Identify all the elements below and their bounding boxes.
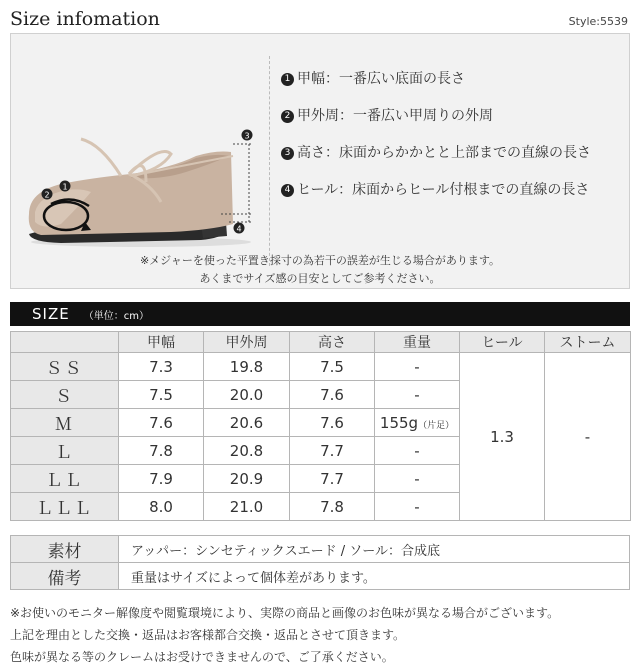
cell-circumference: 20.8	[204, 437, 290, 465]
table-header-row	[11, 332, 631, 353]
cell-width: 7.9	[119, 465, 204, 493]
remarks-row	[11, 563, 630, 590]
definitions-list	[281, 72, 591, 220]
cell-width: 8.0	[119, 493, 204, 521]
number-1-icon: 1	[281, 73, 294, 86]
material-table	[10, 535, 630, 590]
size-name: ＳＳ	[11, 353, 119, 381]
column-header: 重量	[375, 332, 460, 353]
definition-item: 4 ヒール：床面からヒール付根までの直線の長さ	[281, 183, 591, 197]
marker-4: 4	[236, 224, 242, 234]
cell-weight: -	[375, 465, 460, 493]
definition-item: 2 甲外周：一番広い甲周りの外周	[281, 109, 591, 123]
size-name: ＬＬ	[11, 465, 119, 493]
marker-1: 1	[62, 182, 68, 192]
remarks-label: 備考	[11, 563, 119, 590]
footer-line: ※お使いのモニター解像度や閲覧環境により、実際の商品と画像のお色味が異なる場合がございます。	[10, 606, 560, 620]
definition-item: 1 甲幅：一番広い底面の長さ	[281, 72, 591, 86]
dashed-divider	[269, 56, 270, 266]
page-title: Size infomation	[10, 8, 160, 30]
material-label: 素材	[11, 536, 119, 563]
cell-weight: -	[375, 381, 460, 409]
cell-weight: 155g（片足）	[375, 409, 460, 437]
table-row	[11, 353, 631, 381]
column-header: 甲幅	[119, 332, 204, 353]
footer-line: 色味が異なる等のクレームはお受けできませんので、ご了承ください。	[10, 650, 394, 664]
column-header: ストーム	[545, 332, 631, 353]
marker-3: 3	[244, 131, 250, 141]
measurement-note: ※メジャーを使った平置き採寸の為若干の誤差が生じる場合があります。	[139, 254, 501, 267]
cell-circumference: 19.8	[204, 353, 290, 381]
cell-height: 7.5	[290, 353, 375, 381]
cell-height: 7.7	[290, 465, 375, 493]
marker-2: 2	[44, 190, 50, 200]
cell-heel: 1.3	[460, 353, 545, 521]
cell-width: 7.5	[119, 381, 204, 409]
material-value: アッパー：シンセティックスエード / ソール：合成底	[119, 536, 630, 563]
size-label: SIZE	[32, 305, 70, 323]
size-section-header	[10, 302, 630, 326]
measurement-info-box	[10, 33, 630, 289]
number-4-icon: 4	[281, 184, 294, 197]
flat-shoe-illustration	[21, 74, 261, 264]
size-table	[10, 331, 631, 521]
column-header: 甲外周	[204, 332, 290, 353]
cell-height: 7.8	[290, 493, 375, 521]
column-header: 高さ	[290, 332, 375, 353]
size-name: ＬＬＬ	[11, 493, 119, 521]
cell-height: 7.6	[290, 381, 375, 409]
material-row	[11, 536, 630, 563]
weight-note: （片足）	[418, 420, 455, 431]
shoe-diagram	[21, 74, 261, 264]
cell-circumference: 20.6	[204, 409, 290, 437]
table-corner	[11, 332, 119, 353]
cell-height: 7.7	[290, 437, 375, 465]
unit-label: （単位：cm）	[83, 310, 149, 322]
number-2-icon: 2	[281, 110, 294, 123]
cell-platform: -	[545, 353, 631, 521]
cell-circumference: 21.0	[204, 493, 290, 521]
cell-height: 7.6	[290, 409, 375, 437]
size-name: Ｌ	[11, 437, 119, 465]
definition-item: 3 高さ：床面からかかとと上部までの直線の長さ	[281, 146, 591, 160]
cell-circumference: 20.0	[204, 381, 290, 409]
style-code: Style:5539	[568, 15, 628, 28]
footer-notes	[10, 602, 559, 668]
cell-width: 7.8	[119, 437, 204, 465]
cell-width: 7.6	[119, 409, 204, 437]
cell-weight: -	[375, 353, 460, 381]
footer-line: 上記を理由とした交換・返品はお客様都合交換・返品とさせて頂きます。	[10, 628, 406, 642]
measurement-note: あくまでサイズ感の目安としてご参考ください。	[199, 272, 441, 285]
cell-weight: -	[375, 437, 460, 465]
number-3-icon: 3	[281, 147, 294, 160]
cell-circumference: 20.9	[204, 465, 290, 493]
remarks-value: 重量はサイズによって個体差があります。	[119, 563, 630, 590]
cell-weight: -	[375, 493, 460, 521]
cell-width: 7.3	[119, 353, 204, 381]
size-name: Ｍ	[11, 409, 119, 437]
column-header: ヒール	[460, 332, 545, 353]
size-name: Ｓ	[11, 381, 119, 409]
